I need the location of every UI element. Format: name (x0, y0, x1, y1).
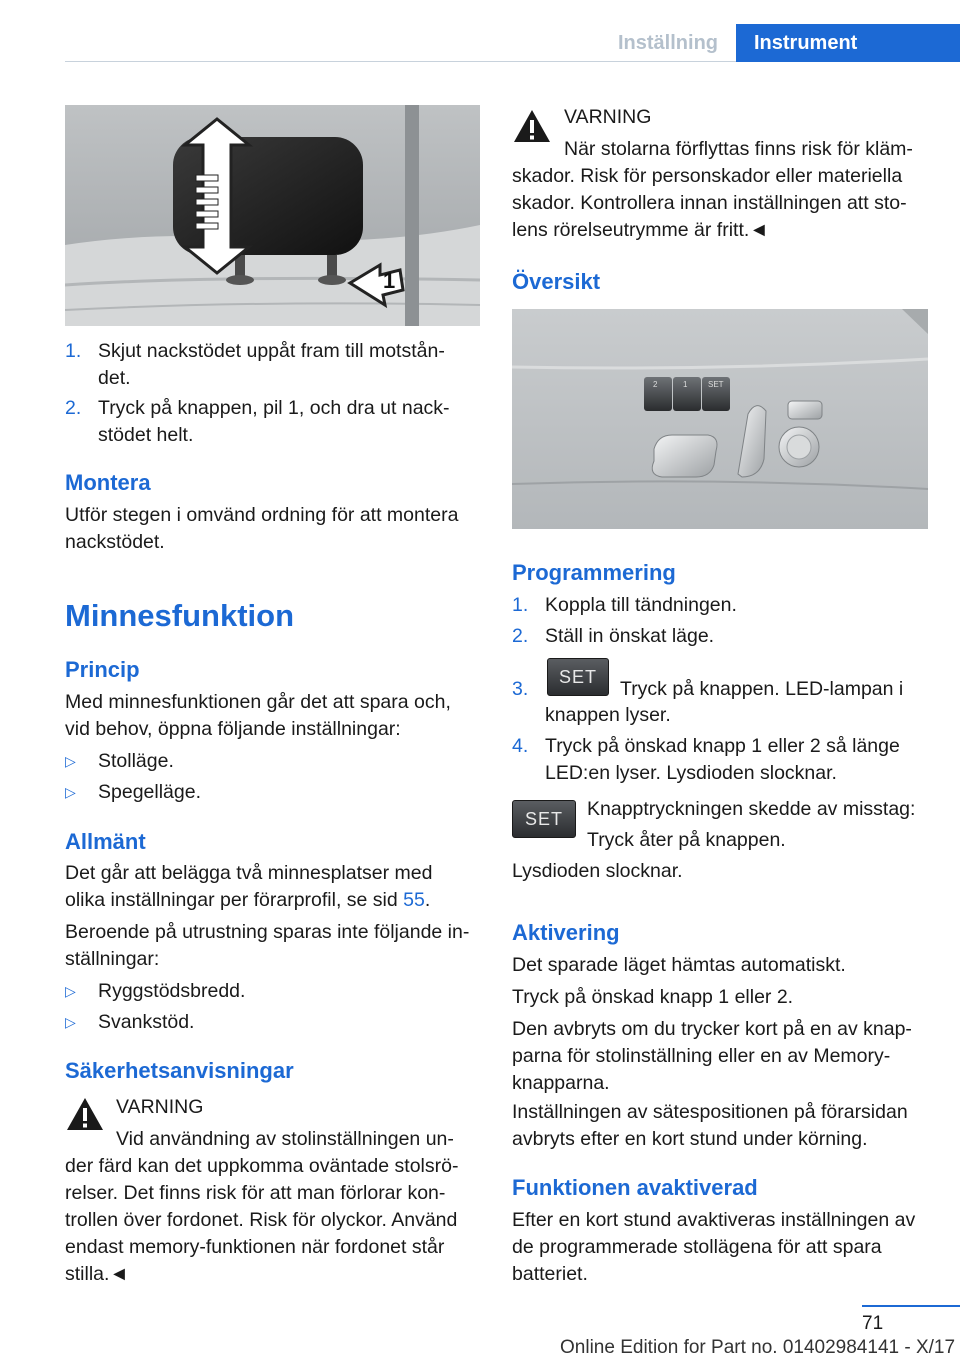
list-item (512, 733, 932, 787)
page-number: 71 (862, 1313, 884, 1334)
list-item (65, 748, 480, 775)
paragraph: Utför stegen i omvänd ordning för att montera (65, 504, 459, 526)
step-text: Tryck på knappen. LED-lampan i (620, 678, 904, 700)
bullet-text: Stolläge. (98, 750, 174, 772)
step-number: 1. (512, 594, 529, 616)
image-label-1: 1 (383, 268, 396, 293)
bullet-triangle-icon: ▷ (65, 784, 76, 800)
warning-text: skador. Kontrollera innan inställningen att sto- (512, 192, 907, 214)
tab-installning[interactable]: Inställning (618, 32, 718, 54)
paragraph: avbryts efter en kort stund under körning. (512, 1128, 868, 1150)
paragraph: Knapptryckningen skedde av misstag: (587, 798, 916, 820)
paragraph: Beroende på utrustning sparas inte följande in- (65, 921, 470, 943)
paragraph: vid behov, öppna följande inställningar: (65, 718, 401, 740)
headrest-illustration (65, 105, 480, 326)
step-text: Skjut nackstödet uppåt fram till motstån- (98, 340, 445, 362)
warning-text: Vid användning av stolinställningen un- (116, 1128, 454, 1150)
seat-control-panel-illustration (512, 309, 928, 529)
paragraph: Den avbryts om du trycker kort på en av knap- (512, 1018, 912, 1040)
list-item (512, 592, 932, 619)
warning-text: der färd kan det uppkomma oväntade stolsrö- (65, 1155, 459, 1177)
list-item (512, 658, 932, 728)
paragraph: ställningar: (65, 948, 160, 970)
set-button-icon: SET (547, 658, 609, 696)
list-item (65, 395, 480, 449)
warning-icon (512, 108, 552, 144)
list-item (512, 623, 932, 650)
step-text: det. (98, 367, 131, 389)
bullet-triangle-icon: ▷ (65, 1014, 76, 1030)
heading-princip: Princip (65, 657, 140, 682)
warning-text: relser. Det finns risk för att man förlorar kon- (65, 1182, 446, 1204)
panel-button-label: SET (708, 380, 724, 389)
paragraph: knapparna. (512, 1072, 610, 1094)
paragraph: Med minnesfunktionen går det att spara och, (65, 691, 451, 713)
set-button-icon: SET (512, 800, 576, 838)
bullet-text: Ryggstödsbredd. (98, 980, 246, 1002)
step-number: 3. (512, 678, 529, 700)
step-number: 2. (65, 397, 82, 419)
bullet-text: Spegelläge. (98, 781, 202, 803)
list-item (65, 978, 480, 1005)
step-text: LED:en lyser. Lysdioden slocknar. (545, 762, 837, 784)
list-item (65, 1009, 480, 1036)
heading-aktivering: Aktivering (512, 920, 620, 945)
period: . (424, 889, 431, 911)
panel-button-label: 2 (653, 380, 658, 389)
heading-sakerhetsanvisningar: Säkerhetsanvisningar (65, 1058, 294, 1083)
step-text: Tryck på knappen, pil 1, och dra ut nack- (98, 397, 450, 419)
paragraph: Tryck åter på knappen. (587, 829, 786, 851)
edition-footer: Online Edition for Part no. 01402984141 - X/17 (560, 1337, 956, 1358)
warning-title: VARNING (564, 106, 652, 128)
bullet-triangle-icon: ▷ (65, 753, 76, 769)
step-number: 4. (512, 735, 529, 757)
paragraph: Inställningen av sätespositionen på förarsidan (512, 1101, 908, 1123)
step-text: knappen lyser. (545, 704, 671, 726)
step-text: Ställ in önskat läge. (545, 625, 715, 647)
heading-oversikt: Översikt (512, 269, 601, 294)
step-text: Tryck på önskad knapp 1 eller 2 så länge (545, 735, 900, 757)
heading-minnesfunktion: Minnesfunktion (65, 598, 295, 633)
page-link-55[interactable]: 55 (403, 889, 425, 911)
heading-allmant: Allmänt (65, 829, 146, 854)
tab-instrument[interactable]: Instrument (736, 24, 960, 62)
step-number: 2. (512, 625, 529, 647)
step-number: 1. (65, 340, 82, 362)
paragraph: Lysdioden slocknar. (512, 860, 683, 882)
warning-text: lens rörelseutrymme är fritt.◄ (512, 219, 769, 241)
bullet-triangle-icon: ▷ (65, 983, 76, 999)
warning-text: När stolarna förflyttas finns risk för kläm- (564, 138, 913, 160)
panel-button-label: 1 (683, 380, 688, 389)
warning-text: skador. Risk för personskador eller materiella (512, 165, 903, 187)
paragraph: Tryck på önskad knapp 1 eller 2. (512, 986, 794, 1008)
step-text: stödet helt. (98, 424, 194, 446)
paragraph (65, 887, 430, 914)
paragraph: Det sparade läget hämtas automatiskt. (512, 954, 846, 976)
warning-title: VARNING (116, 1096, 204, 1118)
paragraph: parna för stolinställning eller en av Memory- (512, 1045, 891, 1067)
heading-programmering: Programmering (512, 560, 676, 585)
paragraph: Det går att belägga två minnesplatser med (65, 862, 433, 884)
step-text: Koppla till tändningen. (545, 594, 737, 616)
warning-icon (65, 1096, 105, 1132)
heading-montera: Montera (65, 470, 151, 495)
warning-text: trollen över fordonet. Risk för olyckor. Använd (65, 1209, 458, 1231)
paragraph-text: olika inställningar per förarprofil, se sid (65, 889, 398, 911)
warning-text: stilla.◄ (65, 1263, 129, 1285)
paragraph: de programmerade stollägena för att spara (512, 1236, 882, 1258)
list-item (65, 338, 480, 392)
bullet-text: Svankstöd. (98, 1011, 195, 1033)
footer-rule (862, 1305, 960, 1307)
paragraph: nackstödet. (65, 531, 165, 553)
heading-funktionen-avaktiverad: Funktionen avaktiverad (512, 1175, 758, 1200)
list-item (65, 779, 480, 806)
warning-text: endast memory-funktionen när fordonet står (65, 1236, 445, 1258)
paragraph: batteriet. (512, 1263, 588, 1285)
paragraph: Efter en kort stund avaktiveras inställningen av (512, 1209, 916, 1231)
